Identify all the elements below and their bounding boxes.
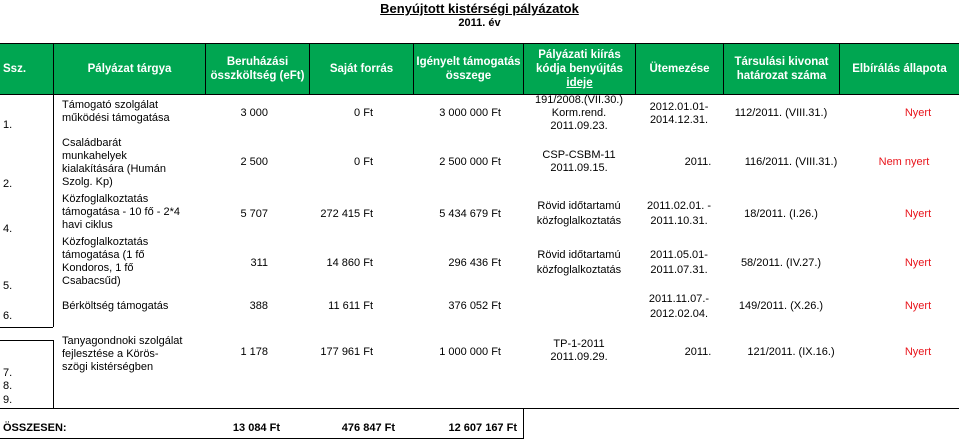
- row-subject-line: működési támogatása: [62, 112, 170, 124]
- header-palyazati-kiiras: [523, 44, 635, 94]
- header-tarsulasi-line2: határozat száma: [736, 70, 827, 82]
- row-number: 9.: [3, 394, 13, 406]
- row-subject-line: Közfoglalkoztatás: [62, 193, 149, 205]
- header-kiiras-line1: Pályázati kiírás: [538, 49, 621, 61]
- row-resolution-number: 116/2011. (VIII.31.): [744, 156, 838, 168]
- header-sajat-forras: Saját forrás: [309, 44, 413, 94]
- grid-line: [0, 327, 53, 328]
- row-investment: 5 707: [240, 208, 268, 220]
- total-label: ÖSSZESEN:: [3, 422, 67, 434]
- row-schedule-line: 2011.07.31.: [650, 264, 708, 276]
- row-schedule-line: 2011.05.01-: [650, 249, 708, 261]
- row-subject: Bérköltség támogatás: [62, 300, 169, 312]
- row-own-source: 11 611 Ft: [328, 300, 373, 312]
- header-igenyelt-tamogatas: [413, 44, 523, 94]
- row-call-code-line: TP-1-2011: [553, 338, 605, 350]
- row-status: Nem nyert: [878, 156, 930, 168]
- row-status: Nyert: [904, 300, 932, 312]
- row-subject: [62, 193, 180, 232]
- row-number: 1.: [3, 119, 13, 131]
- row-schedule: [635, 248, 723, 278]
- row-status: Nyert: [904, 346, 932, 358]
- row-number: 5.: [3, 280, 13, 292]
- row-status: Nyert: [904, 107, 932, 119]
- row-subject-line: Közfoglalkoztatás: [62, 236, 149, 248]
- row-subject: [62, 335, 182, 374]
- row-number: 6.: [3, 310, 13, 322]
- row-schedule: 2011.: [684, 156, 712, 168]
- row-call-code: [523, 248, 635, 278]
- page-title: Benyújtott kistérségi pályázatok: [380, 1, 579, 16]
- total-investment: 13 084 Ft: [232, 422, 280, 434]
- row-subject-line: szögi kistérségben: [62, 361, 154, 373]
- row-subject-line: Tanyagondnoki szolgálat: [62, 335, 183, 347]
- row-resolution-number: 18/2011. (I.26.): [744, 208, 818, 220]
- row-subject-line: munkahelyek: [62, 150, 127, 162]
- row-investment: 1 178: [240, 346, 268, 358]
- row-subject: [62, 236, 148, 288]
- header-tarsulasi-kivonat: [723, 44, 839, 94]
- row-schedule-line: 2014.12.31.: [649, 114, 709, 126]
- table-header: [0, 43, 959, 95]
- header-igenyelt-line1: Igényelt támogatás: [416, 56, 521, 68]
- row-subject-line: támogatása (1 fő: [62, 249, 145, 261]
- grid-line: [53, 95, 54, 327]
- row-call-code-line: közfoglalkoztatás: [536, 264, 622, 276]
- header-kiiras-line2: kódja benyújtás: [536, 63, 623, 75]
- row-call-code-line: közfoglalkoztatás: [536, 215, 622, 227]
- grid-line: [53, 340, 54, 408]
- row-schedule-line: 2011.11.07.-: [648, 293, 710, 305]
- page-subtitle: 2011. év: [458, 17, 501, 29]
- row-investment: 388: [249, 300, 268, 312]
- row-call-code-line: Korm.rend.: [551, 107, 607, 119]
- row-investment: 311: [250, 257, 268, 269]
- row-schedule-line: 2012.01.01-: [649, 101, 709, 113]
- row-subject: [62, 137, 166, 189]
- row-subject-line: Csabacsűd): [62, 275, 121, 287]
- header-beruhazasi-osszkoltseg: [205, 44, 309, 94]
- row-call-code: [523, 199, 635, 229]
- row-status: Nyert: [904, 208, 932, 220]
- grid-line: [0, 340, 53, 341]
- row-number: 4.: [3, 223, 13, 235]
- row-status: Nyert: [904, 257, 932, 269]
- row-requested-amount: 2 500 000 Ft: [439, 156, 501, 168]
- row-schedule: [635, 101, 723, 127]
- row-call-code: [523, 149, 635, 175]
- row-call-code-line: Rövid időtartamú: [537, 200, 621, 212]
- row-number: 8.: [3, 380, 13, 392]
- row-resolution-number: 112/2011. (VIII.31.): [734, 107, 828, 119]
- row-subject-line: Családbarát: [62, 137, 122, 149]
- row-own-source: 0 Ft: [354, 156, 373, 168]
- header-palyazat-targya: Pályázat tárgya: [53, 44, 205, 94]
- row-call-code: [523, 94, 635, 133]
- row-schedule-line: 2011.02.01. -: [646, 200, 711, 212]
- row-resolution-number: 121/2011. (IX.16.): [747, 346, 835, 358]
- row-subject-line: havi ciklus: [62, 219, 113, 231]
- row-call-code-line: CSP-CSBM-11: [542, 149, 616, 161]
- header-elbiralas-allapota: Elbírálás állapota: [839, 44, 959, 94]
- row-schedule-line: 2011.10.31.: [650, 215, 708, 227]
- total-own-source: 476 847 Ft: [341, 422, 395, 434]
- row-call-code-line: 2011.09.15.: [550, 162, 608, 174]
- row-resolution-number: 58/2011. (IV.27.): [740, 257, 822, 269]
- row-subject-line: Szolg. Kp): [62, 176, 113, 188]
- row-number: 2.: [3, 178, 13, 190]
- row-subject-line: Kondoros, 1 fő: [62, 262, 134, 274]
- header-kiiras-line3: ideje: [566, 77, 593, 89]
- row-call-code-line: 2011.09.23.: [550, 120, 608, 132]
- row-subject: [62, 99, 170, 125]
- row-schedule: [635, 292, 723, 322]
- row-call-code: [523, 338, 635, 364]
- header-utemezese: Ütemezése: [635, 44, 723, 94]
- header-beruhazasi-line1: Beruházási: [226, 56, 289, 68]
- row-investment: 3 000: [240, 107, 268, 119]
- header-tarsulasi-line1: Társulási kivonat: [734, 56, 829, 68]
- row-subject-line: kialakítására (Humán: [62, 163, 166, 175]
- row-call-code-line: 2011.09.29.: [550, 351, 608, 363]
- row-call-code-line: 191/2008.(VII.30.): [534, 94, 624, 106]
- row-subject-line: fejlesztése a Körös-: [62, 348, 159, 360]
- row-investment: 2 500: [240, 156, 268, 168]
- total-requested-amount: 12 607 167 Ft: [448, 422, 517, 434]
- row-requested-amount: 3 000 000 Ft: [439, 107, 501, 119]
- row-requested-amount: 376 052 Ft: [448, 300, 501, 312]
- row-schedule: 2011.: [684, 346, 712, 358]
- row-requested-amount: 1 000 000 Ft: [439, 346, 501, 358]
- row-own-source: 14 860 Ft: [326, 257, 373, 269]
- row-resolution-number: 149/2011. (X.26.): [738, 300, 824, 312]
- row-own-source: 177 961 Ft: [320, 346, 373, 358]
- row-schedule-line: 2012.02.04.: [649, 308, 709, 320]
- grid-line: [0, 408, 959, 409]
- header-beruhazasi-line2: összköltség (eFt): [210, 70, 305, 82]
- row-number: 7.: [3, 367, 13, 379]
- row-own-source: 272 415 Ft: [320, 208, 373, 220]
- row-requested-amount: 5 434 679 Ft: [439, 208, 501, 220]
- row-subject-line: támogatása - 10 fő - 2*4: [62, 206, 181, 218]
- header-igenyelt-line2: összege: [445, 70, 492, 82]
- row-own-source: 0 Ft: [354, 107, 373, 119]
- row-call-code-line: Rövid időtartamú: [537, 249, 621, 261]
- row-requested-amount: 296 436 Ft: [448, 257, 501, 269]
- row-subject-line: Támogató szolgálat: [62, 99, 158, 111]
- header-ssz: Ssz.: [3, 63, 27, 75]
- row-schedule: [635, 199, 723, 229]
- grid-line: [523, 408, 524, 439]
